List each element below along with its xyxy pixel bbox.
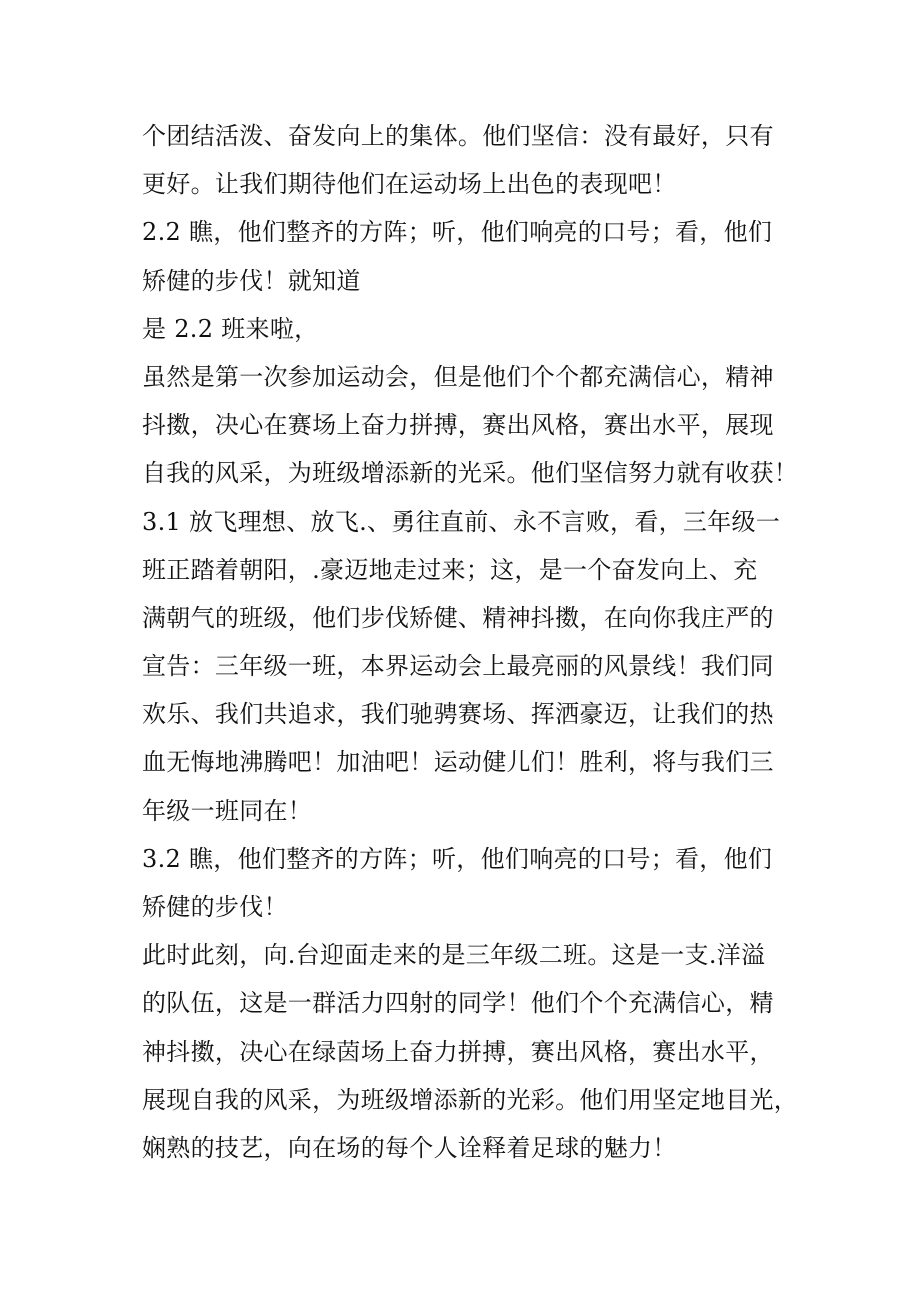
text-line: 矫健的步伐！就知道 bbox=[142, 266, 361, 295]
text-line: 3.1 放飞理想、放飞.、勇往直前、永不言败，看，三年级一 bbox=[142, 507, 781, 536]
text-line: 个团结活泼、奋发向上的集体。他们坚信：没有最好，只有 bbox=[142, 122, 774, 150]
text-line: 宣告：三年级一班，本界运动会上最亮丽的风景线！我们同 bbox=[142, 652, 774, 681]
text-line: 班正踏着朝阳，.豪迈地走过来；这，是一个奋发向上、充 bbox=[142, 555, 758, 584]
text-line: 神抖擞，决心在绿茵场上奋力拼搏，赛出风格，赛出水平， bbox=[142, 1037, 774, 1066]
text-line: 3.2 瞧，他们整齐的方阵；听，他们响亮的口号；看，他们 bbox=[142, 844, 773, 873]
text-line: 此时此刻，向.台迎面走来的是三年级二班。这是一支.洋溢 bbox=[142, 941, 766, 970]
text-line: 满朝气的班级，他们步伐矫健、精神抖擞，在向你我庄严的 bbox=[142, 603, 774, 632]
text-line: 年级一班同在！ bbox=[142, 796, 313, 825]
text-line: 更好。让我们期待他们在运动场上出色的表现吧！ bbox=[142, 170, 677, 199]
text-line: 的队伍，这是一群活力四射的同学！他们个个充满信心，精 bbox=[142, 989, 774, 1018]
text-line: 血无悔地沸腾吧！加油吧！运动健儿们！胜利，将与我们三 bbox=[142, 748, 774, 777]
document-body bbox=[142, 112, 799, 1172]
text-line: 展现自我的风采，为班级增添新的光彩。他们用坚定地目光， bbox=[142, 1085, 799, 1114]
text-line: 欢乐、我们共追求，我们驰骋赛场、挥洒豪迈，让我们的热 bbox=[142, 700, 774, 729]
text-line: 抖擞，决心在赛场上奋力拼搏，赛出风格，赛出水平，展现 bbox=[142, 411, 774, 440]
text-line: 虽然是第一次参加运动会，但是他们个个都充满信心，精神 bbox=[142, 362, 774, 391]
text-line: 自我的风采，为班级增添新的光采。他们坚信努力就有收获！ bbox=[142, 459, 799, 488]
text-line: 是 2.2 班来啦， bbox=[142, 314, 319, 343]
text-line: 矫健的步伐！ bbox=[142, 893, 288, 921]
text-line: 2.2 瞧，他们整齐的方阵；听，他们响亮的口号；看，他们 bbox=[142, 218, 773, 247]
text-line: 娴熟的技艺，向在场的每个人诠释着足球的魅力！ bbox=[142, 1133, 677, 1162]
